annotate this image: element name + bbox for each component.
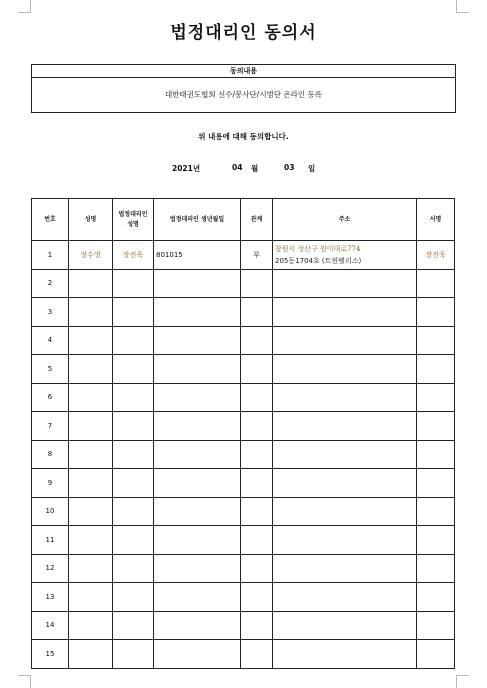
row-guardian-name <box>113 383 154 412</box>
row-no: 3 <box>32 298 69 327</box>
row-no: 7 <box>32 412 69 441</box>
row-guardian-name <box>113 583 154 612</box>
row-signature <box>417 298 455 327</box>
row-address <box>273 298 417 327</box>
row-name <box>69 583 113 612</box>
row-guardian-name <box>113 640 154 669</box>
table-row <box>32 241 455 270</box>
row-address <box>273 383 417 412</box>
row-name <box>69 554 113 583</box>
row-guardian-name <box>113 326 154 355</box>
row-relation <box>241 497 273 526</box>
consent-content-box <box>31 64 456 113</box>
header-address: 주소 <box>273 199 417 241</box>
row-name <box>69 469 113 498</box>
row-name <box>69 440 113 469</box>
consent-statement: 위 내용에 대해 동의합니다. <box>198 132 289 141</box>
table-row <box>32 269 455 298</box>
row-no: 13 <box>32 583 69 612</box>
row-no: 9 <box>32 469 69 498</box>
row-guardian-name <box>113 440 154 469</box>
row-relation <box>241 611 273 640</box>
row-relation <box>241 640 273 669</box>
row-no: 1 <box>32 241 69 270</box>
row-signature <box>417 440 455 469</box>
crop-mark-top-left <box>18 0 31 13</box>
row-no: 15 <box>32 640 69 669</box>
row-guardian-birth <box>154 440 241 469</box>
table-row <box>32 298 455 327</box>
row-no: 11 <box>32 526 69 555</box>
row-no: 8 <box>32 440 69 469</box>
row-address <box>273 355 417 384</box>
row-guardian-birth <box>154 412 241 441</box>
row-address <box>273 269 417 298</box>
row-relation <box>241 440 273 469</box>
row-guardian-birth <box>154 326 241 355</box>
row-no: 12 <box>32 554 69 583</box>
row-address <box>273 241 417 270</box>
row-guardian-birth <box>154 583 241 612</box>
row-signature <box>417 326 455 355</box>
row-no: 6 <box>32 383 69 412</box>
header-guardian-name: 법정대리인 성명 <box>113 199 154 241</box>
table-row <box>32 497 455 526</box>
row-guardian-name <box>113 497 154 526</box>
row-address <box>273 326 417 355</box>
row-name <box>69 269 113 298</box>
address-line-1: 창원시 성산구 원이대로774 <box>275 244 361 253</box>
row-no: 5 <box>32 355 69 384</box>
row-signature <box>417 412 455 441</box>
row-signature <box>417 497 455 526</box>
guardian-roster-table <box>31 198 455 669</box>
row-guardian-name <box>113 526 154 555</box>
row-guardian-name <box>113 355 154 384</box>
row-address <box>273 469 417 498</box>
row-no: 2 <box>32 269 69 298</box>
row-name <box>69 526 113 555</box>
row-guardian-birth <box>154 526 241 555</box>
table-row <box>32 469 455 498</box>
header-no: 번호 <box>32 199 69 241</box>
crop-mark-bottom-left <box>18 675 31 688</box>
header-signature: 서명 <box>417 199 455 241</box>
row-signature <box>417 269 455 298</box>
row-guardian-birth: 801015 <box>154 241 241 270</box>
row-name <box>69 383 113 412</box>
table-row <box>32 412 455 441</box>
row-relation <box>241 583 273 612</box>
header-name: 성명 <box>69 199 113 241</box>
table-row <box>32 326 455 355</box>
row-address <box>273 554 417 583</box>
row-signature <box>417 469 455 498</box>
date-day-unit: 일 <box>308 164 316 173</box>
row-name <box>69 611 113 640</box>
row-guardian-name <box>113 469 154 498</box>
row-guardian-name <box>113 554 154 583</box>
row-name <box>69 497 113 526</box>
row-guardian-name: 장진욱 <box>113 241 154 270</box>
row-guardian-birth <box>154 469 241 498</box>
row-signature <box>417 611 455 640</box>
row-signature <box>417 355 455 384</box>
table-row <box>32 554 455 583</box>
row-name: 장수영 <box>69 241 113 270</box>
row-relation <box>241 326 273 355</box>
row-address <box>273 611 417 640</box>
row-guardian-name <box>113 412 154 441</box>
row-address <box>273 497 417 526</box>
table-row <box>32 440 455 469</box>
row-no: 10 <box>32 497 69 526</box>
row-signature: 장진욱 <box>417 241 455 270</box>
row-address <box>273 640 417 669</box>
row-address <box>273 412 417 441</box>
row-name <box>69 640 113 669</box>
row-name <box>69 298 113 327</box>
table-row <box>32 526 455 555</box>
document-title: 법정대리인 동의서 <box>170 23 317 43</box>
row-relation <box>241 298 273 327</box>
row-guardian-birth <box>154 554 241 583</box>
row-signature <box>417 640 455 669</box>
row-signature <box>417 583 455 612</box>
row-address <box>273 440 417 469</box>
row-guardian-birth <box>154 269 241 298</box>
table-header-row <box>32 199 455 241</box>
row-relation <box>241 355 273 384</box>
row-guardian-birth <box>154 298 241 327</box>
row-signature <box>417 383 455 412</box>
crop-mark-top-right <box>456 0 469 13</box>
row-relation <box>241 526 273 555</box>
row-guardian-name <box>113 269 154 298</box>
table-body <box>32 241 455 669</box>
date-day-value: 03 <box>284 163 295 172</box>
row-address <box>273 583 417 612</box>
row-signature <box>417 554 455 583</box>
table-row <box>32 355 455 384</box>
row-relation <box>241 383 273 412</box>
table-row <box>32 611 455 640</box>
row-no: 14 <box>32 611 69 640</box>
row-name <box>69 326 113 355</box>
row-relation <box>241 469 273 498</box>
row-guardian-birth <box>154 383 241 412</box>
row-name <box>69 412 113 441</box>
date-year: 2021년 <box>172 164 201 173</box>
consent-date <box>0 163 487 175</box>
row-address <box>273 526 417 555</box>
date-month-value: 04 <box>232 163 243 172</box>
row-guardian-birth <box>154 497 241 526</box>
address-line-2: 205동1704호 (트윈팰리스) <box>275 256 362 265</box>
header-relation: 관계 <box>241 199 273 241</box>
table-row <box>32 583 455 612</box>
table-row <box>32 383 455 412</box>
crop-mark-bottom-right <box>456 675 469 688</box>
consent-body: 대한태권도협회 선수/봉사단/시범단 온라인 등록 <box>164 90 323 99</box>
row-relation <box>241 412 273 441</box>
row-relation: 부 <box>241 241 273 270</box>
header-guardian-birth: 법정대리인 생년월일 <box>154 199 241 241</box>
row-guardian-name <box>113 298 154 327</box>
row-guardian-birth <box>154 611 241 640</box>
row-guardian-name <box>113 611 154 640</box>
row-guardian-birth <box>154 640 241 669</box>
row-no: 4 <box>32 326 69 355</box>
row-signature <box>417 526 455 555</box>
date-month-unit: 월 <box>251 164 259 173</box>
consent-header: 동의내용 <box>32 65 455 78</box>
table-row <box>32 640 455 669</box>
row-relation <box>241 554 273 583</box>
row-relation <box>241 269 273 298</box>
row-name <box>69 355 113 384</box>
row-guardian-birth <box>154 355 241 384</box>
